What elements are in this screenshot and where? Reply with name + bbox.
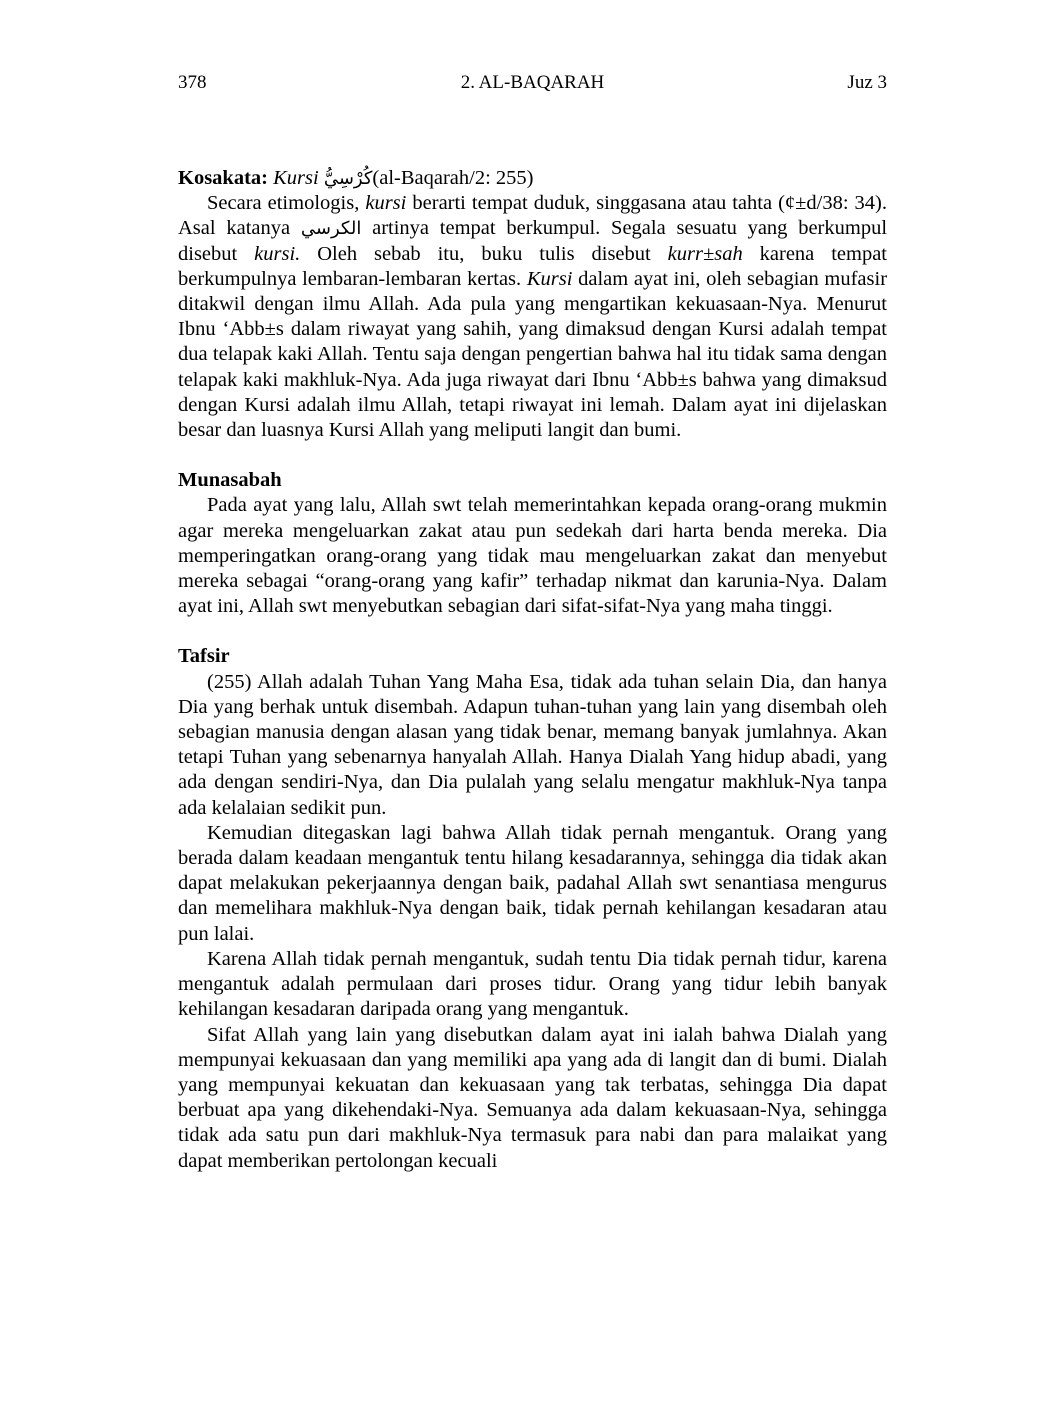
kosakata-label: Kosakata: — [178, 167, 268, 189]
tafsir-paragraph: Kemudian ditegaskan lagi bahwa Allah tidak pernah mengantuk. Orang yang berada dalam keadaan mengantuk tentu hilang kesadarannya, sehingga dia tidak akan dapat melakukan pekerjaannya dengan baik, padahal Allah swt senantiasa mengurus dan memelihara makhluk-Nya dengan baik, tidak pernah kehilangan kesadaran atau pun lalai. — [178, 821, 887, 945]
tafsir-paragraph: Sifat Allah yang lain yang disebutkan dalam ayat ini ialah bahwa Dialah yang mempunyai kekuasaan dan yang memiliki apa yang ada di langit dan di bumi. Dialah yang mempunyai kekuatan dan kekuasaan yang tak terbatas, sehingga Dia dapat berbuat apa yang dikehendaki-Nya. Semuanya ada dalam kekuasaan-Nya, sehingga tidak ada satu pun dari makhluk-Nya termasuk para nabi dan para malaikat yang dapat memberikan pertolongan kecuali — [178, 1023, 887, 1172]
munasabah-paragraph: Pada ayat yang lalu, Allah swt telah memerintahkan kepada orang-orang mukmin agar mereka mengeluarkan zakat atau pun sedekah dari harta benda mereka. Dia memperingatkan orang-orang yang tidak mau mengeluarkan zakat dan menyebut mereka sebagai “orang-orang yang kafir” terhadap nikmat dan karunia-Nya. Dalam ayat ini, Allah swt menyebutkan sebagian dari sifat-sifat-Nya yang maha tinggi. — [178, 494, 887, 618]
kosakata-term: Kursi — [273, 167, 319, 189]
page-number: 378 — [178, 72, 207, 93]
chapter-title: 2. AL-BAQARAH — [460, 72, 605, 93]
kosakata-heading — [178, 166, 887, 191]
kosakata-paragraph: Secara etimologis, kursi berarti tempat duduk, singgasana atau tahta (¢±d/38: 34). Asal katanya الكرسي artinya tempat berkumpul. Segala sesuatu yang berkumpul disebut kursi. Oleh sebab itu, buku tulis disebut kurr±sah karena tempat berkumpulnya lembaran-lembaran kertas. Kursi dalam ayat ini, oleh sebagian mufasir ditakwil dengan ilmu Allah. Ada pula yang mengartikan kekuasaan-Nya. Menurut Ibnu ‘Abb±s dalam riwayat yang sahih, yang dimaksud dengan Kursi adalah tempat dua telapak kaki Allah. Tentu saja dengan pengertian bahwa hal itu tidak sama dengan telapak kaki makhluk-Nya. Ada juga riwayat dari Ibnu ‘Abb±s bahwa yang dimaksud dengan Kursi adalah ilmu Allah, tetapi riwayat ini lemah. Dalam ayat ini dijelaskan besar dan luasnya Kursi Allah yang meliputi langit dan bumi. — [178, 192, 888, 442]
munasabah-heading: Munasabah — [178, 469, 282, 492]
tafsir-paragraph: (255) Allah adalah Tuhan Yang Maha Esa, tidak ada tuhan selain Dia, dan hanya Dia yang berhak untuk disembah. Adapun tuhan-tuhan yang lain yang disembah oleh sebagian manusia dengan alasan yang tidak benar, memang banyak jumlahnya. Akan tetapi Tuhan yang sebenarnya hanyalah Allah. Hanya Dialah Yang hidup abadi, yang ada dengan sendiri-Nya, dan Dia pulalah yang selalu mengatur makhluk-Nya tanpa ada kelalaian sedikit pun. — [178, 670, 887, 819]
running-header — [178, 72, 887, 98]
arabic-word: الكرسي — [300, 218, 362, 240]
juz-label: Juz 3 — [847, 72, 887, 93]
body-text — [178, 166, 887, 1174]
tafsir-heading: Tafsir — [178, 645, 230, 668]
kosakata-arabic-term: كُرْسِيُّ — [323, 168, 373, 189]
kosakata-reference: (al-Baqarah/2: 255) — [372, 167, 534, 189]
tafsir-paragraph: Karena Allah tidak pernah mengantuk, sudah tentu Dia tidak pernah tidur, karena mengantuk adalah permulaan dari proses tidur. Orang yang tidur lebih banyak kehilangan kesadaran daripada orang yang mengantuk. — [178, 947, 887, 1021]
